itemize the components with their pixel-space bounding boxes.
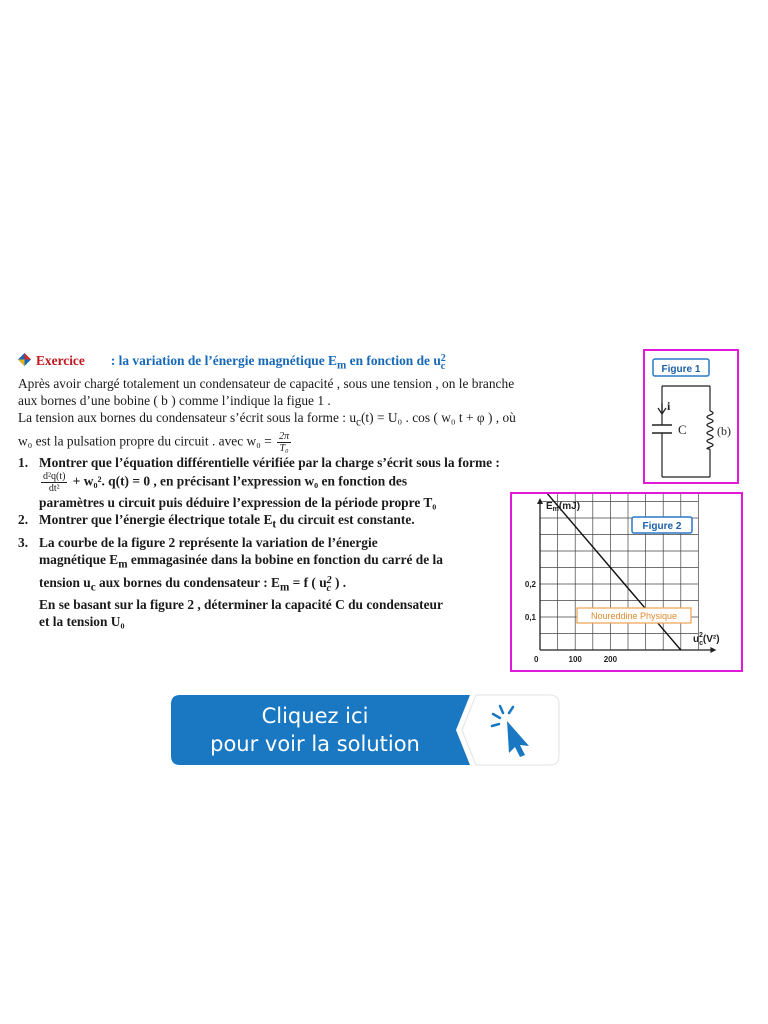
question-3: 3. La courbe de la figure 2 représente la variation de l’énergie magnétique $E_m$ emmagasinée dans la bobine en fonction du carré de la tension $u_c$ aux bornes du condensateur : $E_m = f$ ( u 2 c ) . En se basant sur la figure 2 , déterminer la capacité C du condensateur et la tension U₀ — [18, 535, 443, 630]
watermark-label: Noureddine Physique — [590, 611, 678, 621]
pulsation-line: w₀ est la pulsation propre du circuit . avec w₀ = $\frac{2\pi}{\text{T₀}}$ — [18, 431, 290, 455]
x-axis-arrow-icon — [710, 647, 716, 653]
coil-icon — [707, 411, 713, 449]
exercise-label: Exercice — [36, 353, 85, 368]
question-2: 2. Montrer que l’énergie électrique totale $E_t$ du circuit est constante. — [18, 512, 415, 532]
exercise-title: Exercice : la variation de l’énergie magnétique $E_m$ en fonction de u 2 c — [18, 352, 618, 375]
x-axis-label: $u_c2(V^2)$ — [693, 632, 720, 647]
see-solution-label[interactable]: Cliquez ici pour voir la solution — [210, 704, 420, 756]
figure-1 — [643, 349, 739, 484]
y-axis-arrow-icon — [537, 498, 543, 504]
x-tick-label: 200 — [603, 655, 618, 664]
x-tick-label: 100 — [568, 655, 582, 664]
see-solution-button[interactable] — [170, 694, 560, 766]
title-separator: : — [110, 353, 116, 368]
coil-label: (b) — [717, 424, 731, 438]
capacitor-label: C — [678, 422, 687, 437]
w0-fraction: $\frac{2\pi}{\text{T₀}}$ — [279, 431, 290, 455]
y-tick-label: 0,2 — [524, 580, 536, 589]
figure-1-title: Figure 1 — [661, 364, 701, 375]
question-1: 1. Montrer que l’équation différentielle vérifiée par la charge s’écrit sous la forme : $\frac{\text{d²q(t)}}{\text{dt²}}$ + w₀². q(t) = 0 , en précisant l’expression w₀ en fonction des paramètres u circuit puis déduire l’expression de la période propre T₀ — [18, 455, 500, 511]
intro-line-1: Après avoir chargé totalement un condensateur de capacité , sous une tension , on le branche — [18, 375, 515, 391]
tension-line: La tension aux bornes du condensateur s’écrit sous la forme : $u_c(t) = U_0$ . cos ( w₀ t + φ ) , où — [18, 409, 516, 429]
current-arrow-icon — [658, 403, 666, 414]
exercise-title-text: la variation de l’énergie magnétique E — [118, 353, 337, 368]
intro-line-2: aux bornes d’une bobine ( b ) comme l’indique la figue 1 . — [18, 392, 331, 408]
d2q-fraction: $\frac{\text{d²q(t)}}{\text{dt²}}$ — [43, 471, 66, 495]
diamond-bullet-icon — [18, 353, 31, 366]
figure-2-title: Figure 2 — [642, 521, 682, 532]
y-axis-label: $E_m(mJ)$ — [546, 501, 581, 513]
y-tick-label: 0,1 — [524, 613, 536, 622]
figure-2 — [510, 492, 743, 672]
origin-label: 0 — [534, 655, 539, 664]
current-label: i — [667, 399, 671, 413]
energy-chart — [512, 494, 741, 670]
